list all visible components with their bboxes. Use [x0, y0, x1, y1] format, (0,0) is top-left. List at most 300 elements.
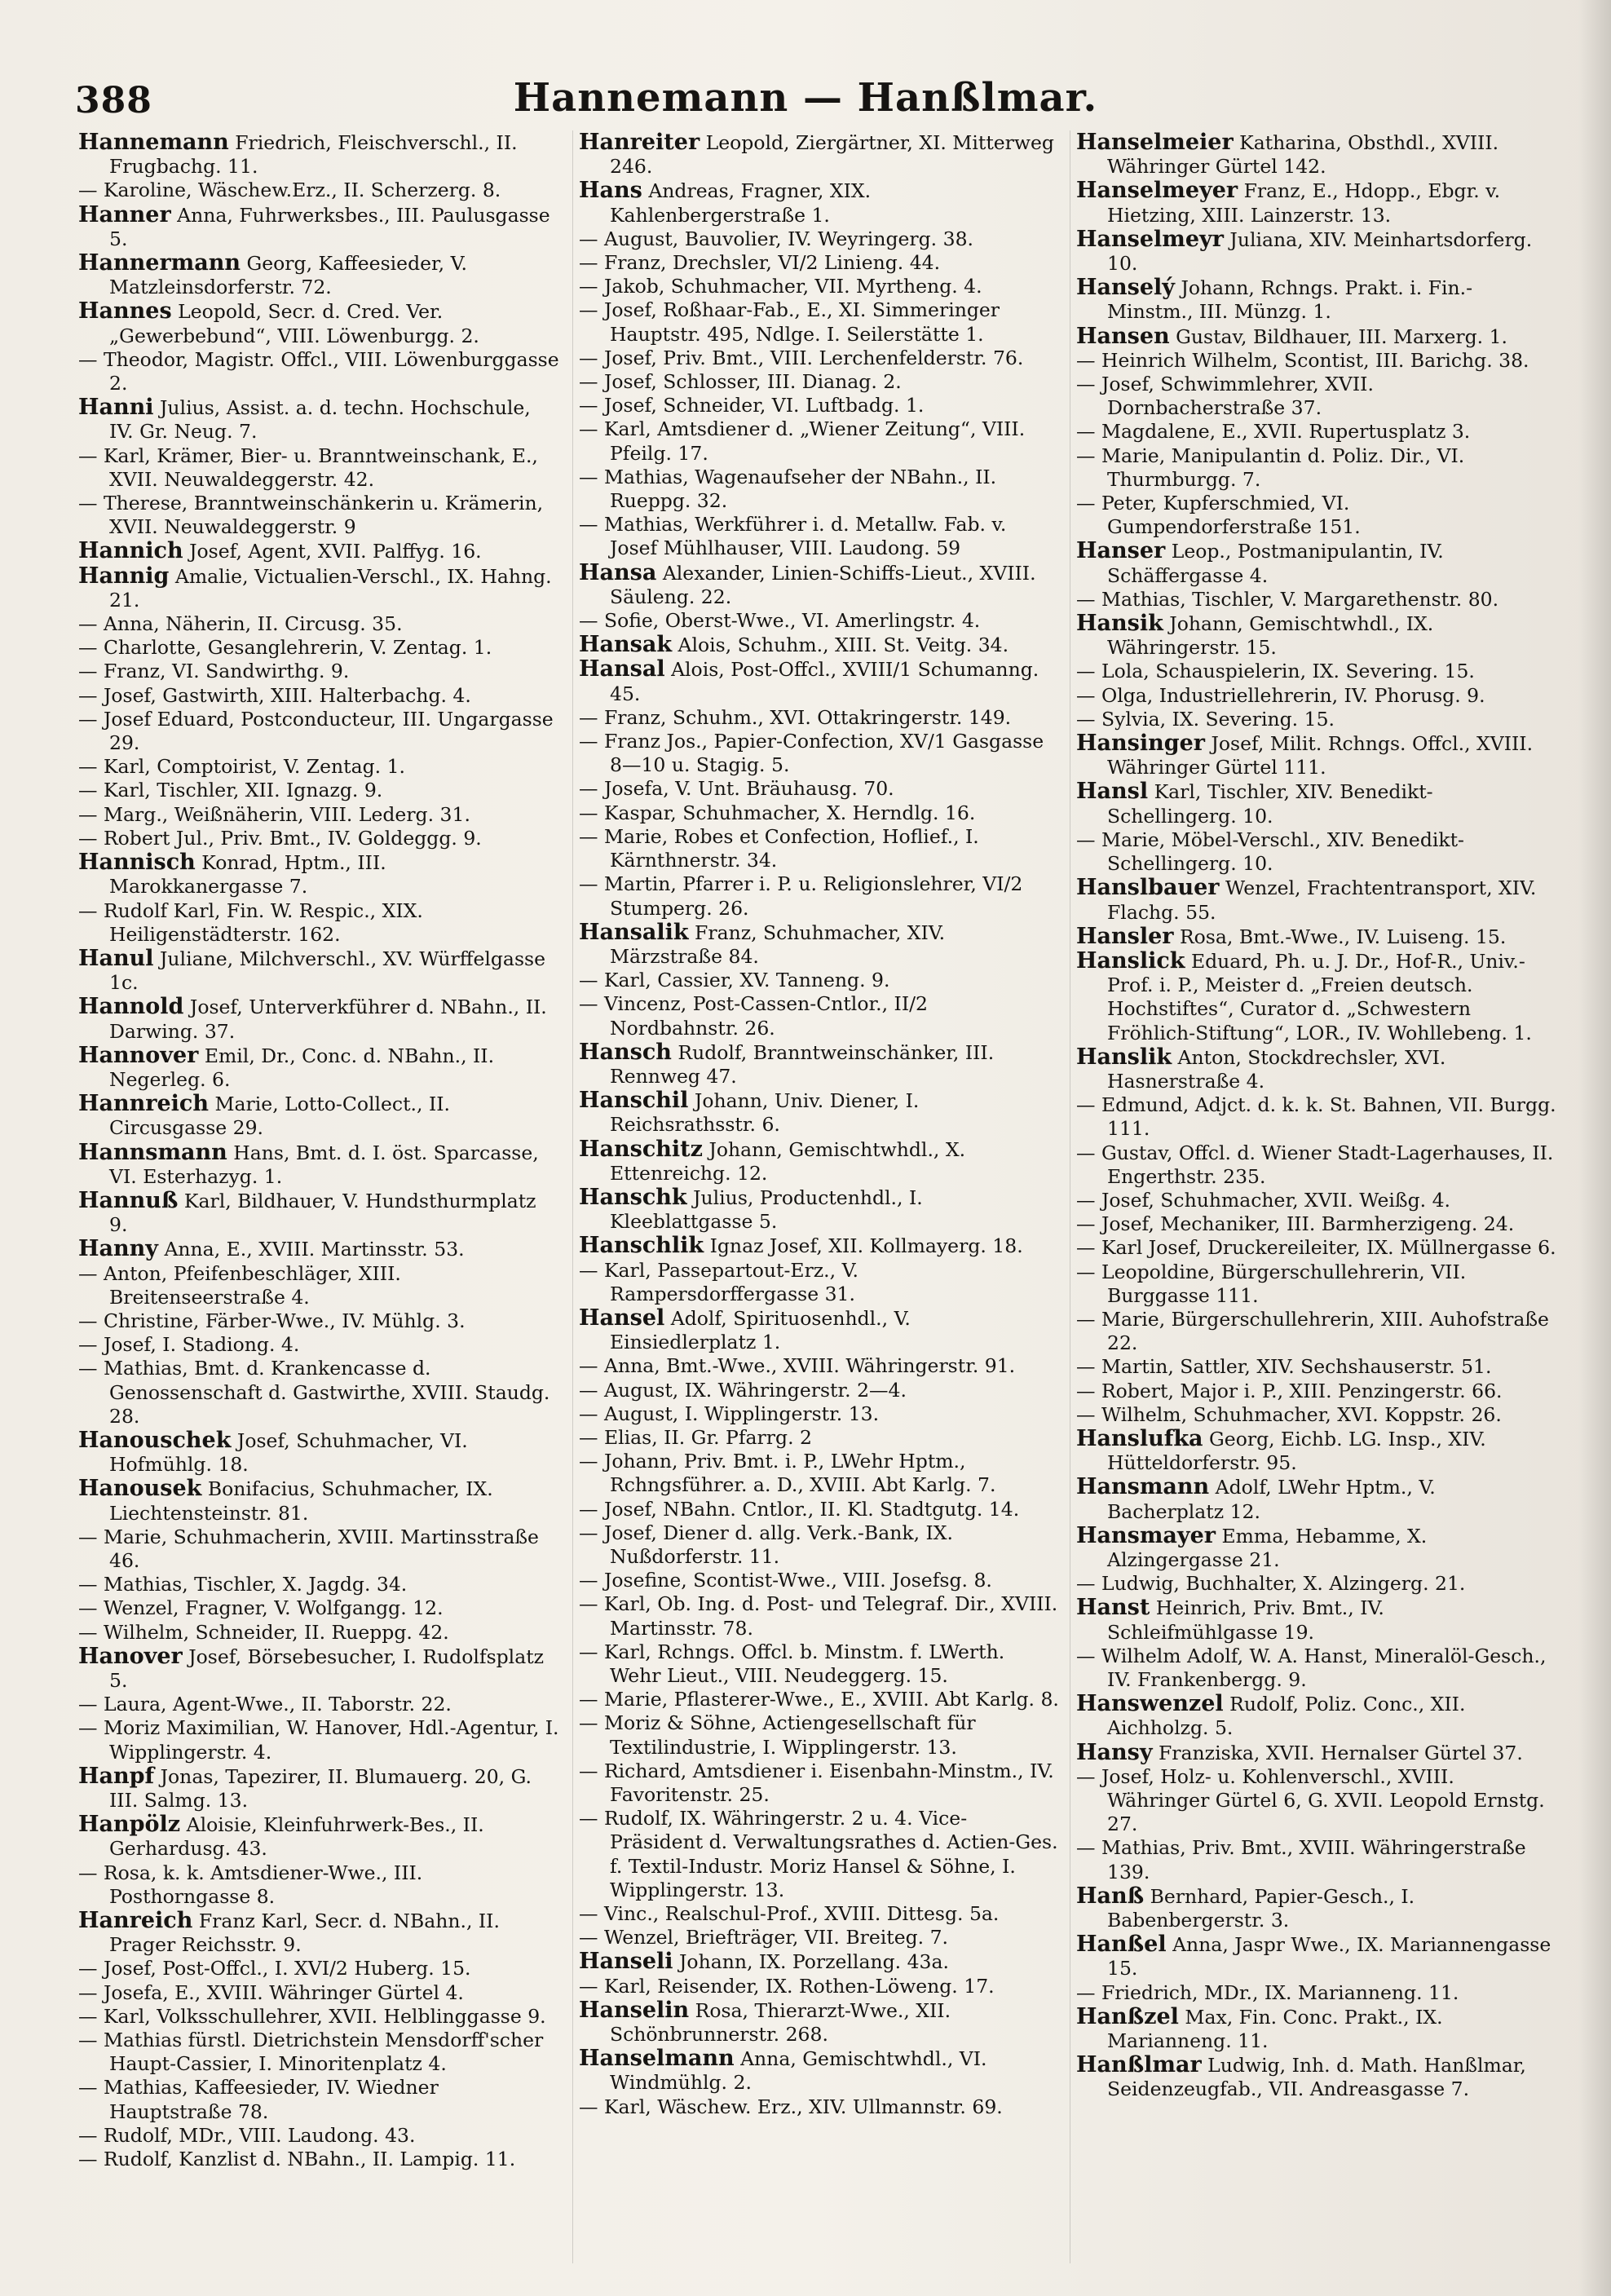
entry-details: — Josef Eduard, Postconducteur, III. Ungargasse 29. [78, 707, 554, 755]
directory-entry [1076, 828, 1557, 876]
directory-entry [1076, 1403, 1557, 1427]
entry-details: — Richard, Amtsdiener i. Eisenbahn-Minstm., IV. Favoritenstr. 25. [579, 1759, 1054, 1807]
entry-details: — Mathias, Tischler, X. Jagdg. 34. [78, 1573, 408, 1596]
directory-entry [1076, 1093, 1557, 1141]
directory-entry [78, 564, 559, 612]
entry-details: — August, Bauvolier, IV. Weyringerg. 38. [579, 227, 973, 250]
entry-details: Gustav, Bildhauer, III. Marxerg. 1. [1169, 325, 1507, 348]
entry-details: — Josefa, E., XVIII. Währinger Gürtel 4. [78, 1980, 464, 2004]
entry-details: — Karl, Ob. Ing. d. Post- und Telegraf. Dir., XVIII. Martinsstr. 78. [579, 1592, 1058, 1640]
directory-entry [579, 825, 1060, 872]
directory-entry [78, 827, 559, 850]
directory-entry [78, 995, 559, 1043]
directory-entry [579, 513, 1060, 560]
entry-surname: Hanouschek [78, 1428, 232, 1453]
column-middle [579, 130, 1060, 2119]
directory-entry [78, 1237, 559, 1261]
directory-entry [1076, 373, 1557, 420]
entry-details: — Marie, Manipulantin d. Poliz. Dir., VI. Thurmburgg. 7. [1076, 444, 1465, 491]
entry-surname: Hanßzel [1076, 2004, 1179, 2029]
page-number: 388 [75, 80, 152, 121]
directory-entry [1076, 276, 1557, 324]
directory-entry [78, 1141, 559, 1189]
directory-entry [1076, 1236, 1557, 1260]
directory-entry [1076, 492, 1557, 539]
entry-surname: Hanousek [78, 1477, 202, 1502]
directory-entry [1076, 1189, 1557, 1212]
entry-details: — Peter, Kupferschmied, VI. Gumpendorferstraße 151. [1076, 492, 1361, 539]
directory-entry [78, 1645, 559, 1693]
directory-entry [579, 1040, 1060, 1088]
directory-entry [579, 227, 1060, 251]
entry-surname: Hanselý [1076, 276, 1175, 301]
page-edge-shadow [1578, 0, 1611, 2296]
entry-details: — Mathias fürstl. Dietrichstein Mensdorff'scher Haupt-Cassier, I. Minoritenplatz 4. [78, 2029, 544, 2076]
entry-surname: Hansik [1076, 612, 1163, 637]
entry-details: Aloisie, Kleinfuhrwerk-Bes., II. Gerhardusg. 43. [109, 1813, 484, 1861]
directory-entry [579, 1402, 1060, 1426]
entry-details: Max, Fin. Conc. Prakt., IX. Marianneng. 11. [1107, 2005, 1443, 2053]
entry-details: Wenzel, Frachtentransport, XIV. Flachg. 55. [1107, 876, 1537, 924]
entry-surname: Hansalik [579, 920, 689, 945]
directory-entry [579, 130, 1060, 179]
column-left [78, 130, 559, 2171]
entry-details: — Wenzel, Fragner, V. Wolfgangg. 12. [78, 1596, 444, 1620]
entry-details: — Wilhelm, Schneider, II. Rueppg. 42. [78, 1620, 449, 1644]
directory-entry [1076, 925, 1557, 949]
entry-details: — Josef, Diener d. allg. Verk.-Bank, IX. Nußdorferstr. 11. [579, 1521, 954, 1568]
directory-entry [78, 1357, 559, 1428]
directory-entry [78, 203, 559, 251]
entry-details: Anna, Jaspr Wwe., IX. Mariannengasse 15. [1107, 1933, 1551, 1980]
entry-details: — Josefine, Scontist-Wwe., VIII. Josefsg. 8. [579, 1569, 992, 1592]
entry-details: — Anna, Näherin, II. Circusg. 35. [78, 612, 403, 636]
directory-entry [1076, 1692, 1557, 1740]
entry-details: — Edmund, Adjct. d. k. k. St. Bahnen, VII. Burgg. 111. [1076, 1093, 1556, 1141]
entry-details: — Rudolf Karl, Fin. W. Respic., XIX. Heiligenstädterstr. 162. [78, 899, 423, 946]
directory-entry [78, 803, 559, 827]
directory-entry [1076, 1981, 1557, 2005]
directory-entry [579, 2047, 1060, 2095]
directory-entry [78, 1573, 559, 1596]
directory-entry [579, 1354, 1060, 1378]
entry-details: — Therese, Branntweinschänkerin u. Krämerin, XVII. Neuwaldeggerstr. 9 [78, 492, 544, 539]
directory-entry [78, 1764, 559, 1813]
directory-entry [579, 872, 1060, 920]
entry-surname: Hanschitz [579, 1137, 703, 1162]
directory-entry [1076, 1141, 1557, 1189]
directory-entry [579, 466, 1060, 513]
directory-entry [579, 777, 1060, 801]
entry-details: Josef, Schuhmacher, VI. Hofmühlg. 18. [109, 1428, 468, 1477]
entry-details: — Karl, Rchngs. Offcl. b. Minstm. f. LWerth. Wehr Lieut., VIII. Neudeggerg. 15. [579, 1640, 1005, 1687]
directory-entry [579, 251, 1060, 275]
entry-surname: Hannermann [78, 251, 241, 276]
entry-details: Franziska, XVII. Hernalser Gürtel 37. [1152, 1741, 1523, 1764]
entry-details: — Josef, Gastwirth, XIII. Halterbachg. 4. [78, 683, 471, 707]
directory-entry [579, 1521, 1060, 1569]
entry-surname: Hanßlmar [1076, 2053, 1202, 2078]
directory-entry [1076, 179, 1557, 227]
entry-details: Franz, Schuhmacher, XIV. Märzstraße 84. [610, 921, 946, 968]
entry-details: Rudolf, Branntweinschänker, III. Rennweg 47. [610, 1040, 995, 1088]
directory-entry [78, 850, 559, 899]
entry-surname: Hansel [579, 1305, 665, 1331]
entry-details: — Sofie, Oberst-Wwe., VI. Amerlingstr. 4. [579, 609, 981, 633]
directory-entry [78, 708, 559, 755]
directory-entry [579, 1088, 1060, 1137]
directory-entry [1076, 227, 1557, 276]
entry-details: — Anton, Pfeifenbeschläger, XIII. Breitenseerstraße 4. [78, 1261, 401, 1309]
entry-details: Johann, Univ. Diener, I. Reichsrathsstr. 6. [610, 1089, 920, 1137]
directory-entry [1076, 779, 1557, 828]
entry-details: — Mathias, Bmt. d. Krankencasse d. Genossenschaft d. Gastwirthe, XVIII. Staudg. 28. [78, 1357, 550, 1428]
directory-entry [1076, 1355, 1557, 1379]
column-right [1076, 130, 1557, 2102]
directory-entry [579, 1998, 1060, 2047]
entry-details: — Laura, Agent-Wwe., II. Taborstr. 22. [78, 1693, 452, 1716]
entry-surname: Hanul [78, 946, 154, 971]
directory-entry [78, 1092, 559, 1140]
directory-entry [579, 1259, 1060, 1306]
directory-entry [78, 779, 559, 802]
entry-details: Anton, Stockdrechsler, XVI. Hasnerstraße 4. [1107, 1045, 1446, 1093]
column-divider [572, 130, 573, 2263]
entry-surname: Hannig [78, 563, 170, 589]
directory-entry [579, 1379, 1060, 1402]
directory-entry [78, 1981, 559, 2005]
directory-entry [78, 251, 559, 299]
entry-surname: Hanseli [579, 1949, 673, 1975]
entry-details: — Josef, NBahn. Cntlor., II. Kl. Stadtgutg. 14. [579, 1497, 1020, 1521]
entry-details: — Karl, Amtsdiener d. „Wiener Zeitung“, VIII. Pfeilg. 17. [579, 417, 1026, 465]
entry-details: — Josef, Schuhmacher, XVII. Weißg. 4. [1076, 1188, 1451, 1212]
directory-entry [579, 1975, 1060, 1998]
directory-entry [78, 2029, 559, 2076]
directory-entry [579, 298, 1060, 346]
directory-entry [78, 612, 559, 636]
directory-entry [78, 492, 559, 539]
directory-entry [78, 1716, 559, 1764]
directory-entry [78, 1189, 559, 1237]
directory-entry [1076, 1572, 1557, 1596]
directory-entry [1076, 1836, 1557, 1883]
directory-entry [579, 1760, 1060, 1807]
directory-entry [78, 1596, 559, 1620]
entry-surname: Hanselmeier [1076, 130, 1234, 155]
entry-details: Leopold, Ziergärtner, XI. Mitterweg 246. [610, 131, 1054, 179]
entry-details: — Josef, Schlosser, III. Dianag. 2. [579, 370, 902, 394]
directory-entry [78, 1044, 559, 1092]
entry-details: Johann, Rchngs. Prakt. i. Fin.-Minstm., III. Münzg. 1. [1107, 276, 1473, 324]
directory-entry [1076, 684, 1557, 708]
directory-entry [78, 2124, 559, 2148]
entry-surname: Hanner [78, 202, 171, 227]
directory-entry [579, 1592, 1060, 1640]
directory-entry [579, 1902, 1060, 1926]
directory-entry [579, 1234, 1060, 1258]
directory-entry [78, 1333, 559, 1357]
directory-entry [579, 561, 1060, 609]
directory-entry [78, 755, 559, 779]
entry-details: Eduard, Ph. u. J. Dr., Hof-R., Univ.-Prof. i. P., Meister d. „Freien deutsch. Hochstiftes“, Curator d. „Schwestern Fröhlich-Stiftung“, LOR., IV. Wohllebeng. 1. [1107, 949, 1532, 1044]
entry-details: — Friedrich, MDr., IX. Marianneng. 11. [1076, 1980, 1459, 2004]
entry-details: Emil, Dr., Conc. d. NBahn., II. Negerleg. 6. [109, 1044, 495, 1091]
entry-details: — Heinrich Wilhelm, Scontist, III. Barichg. 38. [1076, 348, 1529, 372]
directory-entry [1076, 1261, 1557, 1308]
entry-details: Konrad, Hptm., III. Marokkanergasse 7. [109, 851, 386, 899]
directory-entry [78, 684, 559, 708]
entry-surname: Hanßel [1076, 1932, 1167, 1958]
entry-surname: Hanschil [579, 1088, 689, 1114]
entry-details: — Karl, Cassier, XV. Tanneng. 9. [579, 969, 890, 992]
entry-details: — Karoline, Wäschew.Erz., II. Scherzerg. 8. [78, 179, 501, 202]
directory-entry [579, 1926, 1060, 1949]
entry-details: Friedrich, Fleischverschl., II. Frugbachg. 11. [109, 131, 518, 179]
entry-details: Georg, Kaffeesieder, V. Matzleinsdorferstr. 72. [109, 252, 467, 299]
entry-details: — Gustav, Offcl. d. Wiener Stadt-Lagerhauses, II. Engerthstr. 235. [1076, 1141, 1554, 1188]
directory-entry [1076, 1380, 1557, 1403]
entry-details: — Mathias, Werkführer i. d. Metallw. Fab. v. Josef Mühlhauser, VIII. Laudong. 59 [579, 513, 1007, 560]
entry-surname: Hanslik [1076, 1044, 1172, 1070]
directory-entry [1076, 1932, 1557, 1980]
entry-details: — Karl, Volksschullehrer, XVII. Helblinggasse 9. [78, 2004, 546, 2028]
entry-details: Alois, Schuhm., XIII. St. Veitg. 34. [672, 634, 1009, 657]
directory-entry [78, 130, 559, 179]
entry-details: — Vinc., Realschul-Prof., XVIII. Dittesg. 5a. [579, 1902, 1000, 1926]
entry-details: — Marie, Bürgerschullehrerin, XIII. Auhofstraße 22. [1076, 1307, 1549, 1355]
entry-details: — Marie, Möbel-Verschl., XIV. Benedikt-Schellingerg. 10. [1076, 828, 1465, 876]
entry-details: Johann, Gemischtwhdl., X. Ettenreichg. 12. [610, 1137, 966, 1185]
entry-surname: Hannemann [78, 130, 229, 155]
entry-details: — Marie, Schuhmacherin, XVIII. Martinsstraße 46. [78, 1525, 539, 1572]
entry-details: — Karl Josef, Druckereileiter, IX. Müllnergasse 6. [1076, 1236, 1556, 1260]
entry-details: — Josef, Schwimmlehrer, XVII. Dornbacherstraße 37. [1076, 373, 1374, 420]
entry-details: — Jakob, Schuhmacher, VII. Myrtheng. 4. [579, 275, 982, 298]
entry-details: — Josef, Holz- u. Kohlenverschl., XVIII. Währinger Gürtel 6, G. XVII. Leopold Ernstg. 27. [1076, 1764, 1545, 1836]
directory-entry [1076, 2005, 1557, 2053]
entry-details: Juliana, XIV. Meinhartsdorferg. 10. [1107, 227, 1533, 276]
entry-details: Adolf, Spirituosenhdl., V. Einsiedlerplatz 1. [610, 1306, 911, 1354]
entry-details: Rudolf, Poliz. Conc., XII. Aichholzg. 5. [1107, 1693, 1466, 1740]
entry-surname: Hannreich [78, 1092, 209, 1117]
entry-surname: Hansmayer [1076, 1523, 1216, 1548]
entry-details: — Martin, Sattler, XIV. Sechshauserstr. 51. [1076, 1355, 1492, 1379]
entry-surname: Hansinger [1076, 731, 1206, 757]
entry-details: Anna, Gemischtwhdl., VI. Windmühlg. 2. [610, 2047, 987, 2095]
directory-entry [1076, 660, 1557, 683]
entry-details: Juliane, Milchverschl., XV. Würffelgasse 1c. [109, 947, 545, 995]
entry-details: — Karl, Tischler, XII. Ignazg. 9. [78, 779, 383, 802]
directory-entry [1076, 420, 1557, 444]
entry-surname: Hanpf [78, 1764, 155, 1789]
entry-details: — Mathias, Tischler, V. Margarethenstr. 80. [1076, 587, 1499, 611]
entry-details: — Marie, Pflasterer-Wwe., E., XVIII. Abt Karlg. 8. [579, 1688, 1059, 1711]
entry-details: — Robert, Major i. P., XIII. Penzingerstr. 66. [1076, 1379, 1503, 1402]
entry-details: — Olga, Industriellehrerin, IV. Phorusg. 9. [1076, 683, 1485, 707]
entry-surname: Hanselmeyer [1076, 179, 1238, 204]
entry-surname: Hanover [78, 1644, 183, 1669]
directory-entry [78, 539, 559, 563]
directory-entry [1076, 1045, 1557, 1093]
entry-details: Josef, Unterverkführer d. NBahn., II. Darwing. 37. [109, 996, 547, 1043]
entry-surname: Hanslufka [1076, 1426, 1203, 1451]
entry-details: — August, IX. Währingerstr. 2—4. [579, 1378, 907, 1402]
entry-details: — Josef, Priv. Bmt., VIII. Lerchenfelderstr. 76. [579, 346, 1024, 369]
entry-details: — Moriz Maximilian, W. Hanover, Hdl.-Agentur, I. Wipplingerstr. 4. [78, 1716, 559, 1764]
directory-entry [78, 1909, 559, 1957]
entry-surname: Hannuß [78, 1188, 179, 1213]
directory-entry [1076, 949, 1557, 1045]
entry-details: — Rudolf, IX. Währingerstr. 2 u. 4. Vice-Präsident d. Verwaltungsrathes d. Actien-Ges. f. Textil-Industr. Moriz Hansel & Söhne, I. Wipplingerstr. 13. [579, 1807, 1058, 1901]
entry-surname: Hannisch [78, 850, 196, 876]
entry-details: Marie, Lotto-Collect., II. Circusgasse 29. [109, 1093, 450, 1140]
entry-surname: Hanselin [579, 1998, 690, 2023]
entry-surname: Hanni [78, 395, 154, 421]
directory-entry [579, 730, 1060, 777]
directory-entry [1076, 1524, 1557, 1572]
directory-entry [1076, 349, 1557, 373]
entry-details: Franz, E., Hdopp., Ebgr. v. Hietzing, XIII. Lainzerstr. 13. [1107, 179, 1501, 227]
directory-entry [579, 633, 1060, 657]
entry-details: — Magdalene, E., XVII. Rupertusplatz 3. [1076, 420, 1471, 444]
directory-entry [579, 921, 1060, 969]
entry-surname: Hanselmeyr [1076, 227, 1224, 252]
directory-entry [579, 417, 1060, 465]
entry-details: Johann, IX. Porzellang. 43a. [673, 1950, 949, 1974]
entry-details: Leopold, Secr. d. Cred. Ver. „Gewerbebund“, VIII. Löwenburgg. 2. [109, 300, 479, 347]
entry-details: — Mathias, Priv. Bmt., XVIII. Währingerstraße 139. [1076, 1836, 1526, 1883]
entry-details: — Franz, Schuhm., XVI. Ottakringerstr. 149. [579, 705, 1012, 729]
entry-details: — Marg., Weißnäherin, VIII. Lederg. 31. [78, 802, 470, 826]
entry-surname: Hanslick [1076, 948, 1185, 974]
entry-details: — Ludwig, Buchhalter, X. Alzingerg. 21. [1076, 1572, 1466, 1596]
entry-details: — Charlotte, Gesanglehrerin, V. Zentag. 1. [78, 636, 492, 660]
entry-details: Franz Karl, Secr. d. NBahn., II. Prager Reichsstr. 9. [109, 1910, 500, 1957]
directory-entry [579, 1137, 1060, 1186]
entry-details: — Robert Jul., Priv. Bmt., IV. Goldeggg. 9. [78, 826, 482, 850]
entry-details: — Christine, Färber-Wwe., IV. Mühlg. 3. [78, 1309, 466, 1332]
entry-surname: Hansch [579, 1040, 672, 1065]
directory-entry [78, 947, 559, 995]
entry-details: — Josef, Roßhaar-Fab., E., XI. Simmeringer Hauptstr. 495, Ndlge. I. Seilerstätte 1. [579, 298, 1000, 346]
entry-details: Anna, Fuhrwerksbes., III. Paulusgasse 5. [109, 203, 550, 250]
entry-details: — Moriz & Söhne, Actiengesellschaft für Textilindustrie, I. Wipplingerstr. 13. [579, 1711, 976, 1759]
entry-details: Andreas, Fragner, XIX. Kahlenbergerstraße 1. [610, 179, 872, 227]
entry-details: Jonas, Tapezirer, II. Blumauerg. 20, G. III. Salmg. 13. [109, 1764, 532, 1813]
directory-entry [78, 2005, 559, 2029]
entry-details: — Franz, Drechsler, VI/2 Linieng. 44. [579, 251, 941, 275]
entry-details: — Wilhelm, Schuhmacher, XVI. Koppstr. 26. [1076, 1402, 1502, 1426]
directory-entry [1076, 1596, 1557, 1644]
entry-details: — Rudolf, Kanzlist d. NBahn., II. Lampig. 11. [78, 2148, 516, 2171]
entry-details: — Franz, VI. Sandwirthg. 9. [78, 660, 350, 683]
directory-entry [78, 1957, 559, 1980]
entry-details: — Leopoldine, Bürgerschullehrerin, VII. Burggasse 111. [1076, 1260, 1467, 1307]
entry-details: — Sylvia, IX. Severing. 15. [1076, 707, 1335, 731]
directory-entry [1076, 876, 1557, 924]
directory-entry [78, 2076, 559, 2123]
entry-details: Josef, Börsebesucher, I. Rudolfsplatz 5. [109, 1645, 545, 1692]
directory-entry [78, 1693, 559, 1716]
directory-entry [1076, 444, 1557, 492]
entry-details: Karl, Tischler, XIV. Benedikt-Schellingerg. 10. [1107, 780, 1433, 828]
entry-details: Ignaz Josef, XII. Kollmayerg. 18. [704, 1234, 1023, 1258]
directory-entry [579, 1306, 1060, 1354]
entry-details: — Josef, I. Stadiong. 4. [78, 1333, 300, 1357]
entry-details: — Karl, Comptoirist, V. Zentag. 1. [78, 755, 406, 779]
directory-entry [1076, 1427, 1557, 1475]
directory-entry [78, 179, 559, 202]
directory-entry [1076, 1308, 1557, 1355]
directory-entry [78, 348, 559, 395]
entry-surname: Hanpölz [78, 1813, 181, 1838]
directory-entry [78, 1477, 559, 1525]
entry-surname: Hanser [1076, 539, 1166, 564]
entry-details: — Wenzel, Briefträger, VII. Breiteg. 7. [579, 1926, 949, 1949]
entry-details: Katharina, Obsthdl., XVIII. Währinger Gürtel 142. [1107, 131, 1499, 179]
directory-entry [1076, 2053, 1557, 2101]
entry-details: Julius, Assist. a. d. techn. Hochschule, IV. Gr. Neug. 7. [109, 396, 531, 444]
entry-details: — Wilhelm Adolf, W. A. Hanst, Mineralöl-Gesch., IV. Frankenbergg. 9. [1076, 1644, 1547, 1691]
entry-details: Heinrich, Priv. Bmt., IV. Schleifmühlgasse 19. [1107, 1596, 1384, 1644]
directory-entry [78, 444, 559, 492]
entry-details: — Kaspar, Schuhmacher, X. Herndlg. 16. [579, 801, 976, 824]
directory-entry [579, 969, 1060, 992]
entry-details: Josef, Milit. Rchngs. Offcl., XVIII. Währinger Gürtel 111. [1107, 732, 1534, 779]
directory-entry [78, 1428, 559, 1477]
directory-entry [78, 1861, 559, 1909]
directory-entry [1076, 612, 1557, 660]
directory-entry [78, 395, 559, 444]
entry-surname: Hanswenzel [1076, 1692, 1224, 1717]
directory-entry [1076, 588, 1557, 612]
entry-surname: Hanreich [78, 1909, 193, 1934]
directory-entry [579, 1807, 1060, 1902]
directory-entry [579, 992, 1060, 1040]
directory-entry [78, 660, 559, 683]
entry-surname: Hanst [1076, 1596, 1150, 1621]
entry-details: Rosa, Thierarzt-Wwe., XII. Schönbrunnerstr. 268. [610, 1998, 951, 2047]
entry-details: Adolf, LWehr Hptm., V. Bacherplatz 12. [1107, 1476, 1436, 1523]
entry-surname: Hanslbauer [1076, 876, 1220, 901]
directory-entry [1076, 1475, 1557, 1523]
entry-details: Karl, Bildhauer, V. Hundsthurmplatz 9. [109, 1189, 536, 1237]
directory-entry [579, 1426, 1060, 1450]
entry-surname: Hannich [78, 539, 183, 564]
entry-details: Rosa, Bmt.-Wwe., IV. Luiseng. 15. [1173, 925, 1507, 948]
entry-details: — Anna, Bmt.-Wwe., XVIII. Währingerstr. 91. [579, 1354, 1016, 1378]
entry-surname: Hansal [579, 657, 665, 682]
entry-details: — Rudolf, MDr., VIII. Laudong. 43. [78, 2123, 416, 2147]
directory-entry [579, 1569, 1060, 1592]
entry-details: Bonifacius, Schuhmacher, IX. Liechtensteinstr. 81. [109, 1477, 493, 1525]
entry-surname: Hannes [78, 299, 172, 325]
directory-entry [78, 1621, 559, 1645]
entry-details: — Karl, Passepartout-Erz., V. Rampersdorffergasse 31. [579, 1258, 858, 1305]
entry-details: Bernhard, Papier-Gesch., I. Babenbergerstr. 3. [1107, 1884, 1415, 1932]
directory-entry [1076, 731, 1557, 779]
entry-details: Ludwig, Inh. d. Math. Hanßlmar, Seidenzeugfab., VII. Andreasgasse 7. [1107, 2054, 1526, 2101]
entry-details: Alois, Post-Offcl., XVIII/1 Schumanng. 45. [610, 658, 1039, 705]
directory-entry [78, 1262, 559, 1309]
directory-entry [579, 1450, 1060, 1497]
directory-entry [78, 1813, 559, 1861]
directory-entry [78, 299, 559, 347]
entry-details: Johann, Gemischtwhdl., IX. Währingerstr. 15. [1107, 612, 1434, 660]
directory-entry [1076, 1645, 1557, 1692]
directory-entry [579, 706, 1060, 730]
